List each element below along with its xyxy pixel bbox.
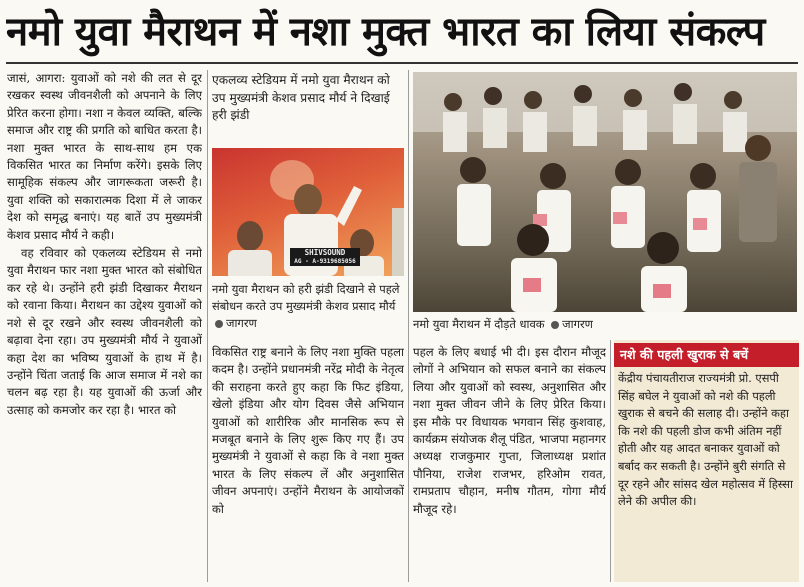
sidebar-heading: नशे की पहली खुराक से बचें [614,343,799,367]
caption-text: नमो युवा मैराथन को हरी झंडी दिखाने से पहले संबोधन करते उप मुख्यमंत्री केशव प्रसाद मौर्य [212,282,400,313]
podium-banner [290,248,360,266]
camera-icon [551,321,559,329]
photo-caption-1 [212,281,404,333]
paragraph-1: जासं, आगरा: युवाओं को नशे की लत से दूर रखकर स्वस्थ जीवनशैली को अपनाने के लिए प्रेरित करना होगा। नशा न केवल व्यक्ति, बल्कि समाज और राष्ट्र की प्रगति को बाधित करता है। नशा मुक्त भारत के साथ-साथ हम एक विकसित भारत का निर्माण करेंगे। इसके लिए सामूहिक संकल्प और जागरूकता जरूरी है। युवा शक्ति को सकारात्मक दिशा में ले जाकर देश को समृद्ध बनाएं। यह बातें उप मुख्यमंत्री केशव प्रसाद मौर्य ने कही। [7,71,202,242]
column-divider [207,70,208,582]
photo-credit: जागरण [226,316,257,330]
photo-caption-2 [413,316,797,334]
article-column-2 [212,344,404,582]
banner-number: AG - A-9319685056 [294,258,356,265]
column-divider [408,70,409,582]
paragraph-4: पहल के लिए बधाई भी दी। इस दौरान मौजूद लोगों ने अभियान को सफल बनाने का संकल्प लिया और युवाओं को स्वस्थ, अनुशासित और नशा मुक्त जीवन जीने के लिए प्रेरित किया। इस मौके पर विधायक भगवान सिंह कुशवाह, कार्यक्रम संयोजक शैलू पंडित, भाजपा महानगर अध्यक्ष राजकुमार गुप्ता, जिलाध्यक्ष प्रशांत पौनिया, राजेश राजभर, हरिओम रावत, रामप्रताप चौहान, मनीष गौतम, गोगा मौर्य मौजूद रहे। [413,345,606,516]
column-divider [610,340,611,582]
photo-credit: जागरण [562,317,593,331]
article-column-1 [7,70,202,582]
photo-marathon-runners [413,72,797,312]
camera-icon [215,320,223,328]
deck: एकलव्य स्टेडियम में नमो युवा मैराथन को उप मुख्यमंत्री केशव प्रसाद मौर्य ने दिखाई हरी झंडी [212,73,390,123]
banner-brand: SHIVSOUND [304,248,346,257]
caption-text: नमो युवा मैराथन में दौड़ते धावक [413,317,545,331]
article-column-3 [413,344,606,582]
paragraph-3: विकसित राष्ट्र बनाने के लिए नशा मुक्ति पहला कदम है। उन्होंने प्रधानमंत्री नरेंद्र मोदी के नेतृत्व की सराहना करते हुए कहा कि फिट इंडिया, खेलो इंडिया और योग दिवस जैसे अभियान युवाओं को शारीरिक और मानसिक रूप से मजबूत बनाने के लिए शुरू किए गए हैं। उप मुख्यमंत्री ने युवाओं से कहा कि वे नशा मुक्त भारत के लिए संकल्प लें और अनुशासित जीवन अपनाएं। उन्होंने मैराथन के आयोजकों को [212,345,404,516]
headline: नमो युवा मैराथन में नशा मुक्त भारत का लिया संकल्प [6,9,765,55]
sidebar-body: केंद्रीय पंचायतीराज राज्यमंत्री प्रो. एसपी सिंह बघेल ने युवाओं को नशे की पहली खुराक से बचने की सलाह दी। उन्होंने कहा कि नशे की पहली डोज कभी अंतिम नहीं होती और यह आदत बनाकर युवाओं को बर्बाद कर सकती है। उन्होंने बुरी संगति से दूर रहने और सांसद खेल महोत्सव में हिस्सा लेने की अपील की। [618,371,793,509]
paragraph-2: वह रविवार को एकलव्य स्टेडियम से नमो युवा मैराथन फार नशा मुक्त भारत को संबोधित कर रहे थे। उन्होंने हरी झंडी दिखाकर मैराथन को रवाना किया। मैराथन का उद्देश्य युवाओं को नशे से दूर रखने और स्वस्थ जीवनशैली को बढ़ावा देना रहा। उप मुख्यमंत्री मौर्य ने युवाओं कहा देश का भविष्य युवाओं के हाथ में है। उन्होंने चिंता जताई कि आज समाज में नशे का चलन बढ़ रहा है। यह युवाओं की ऊर्जा और उत्साह को कमजोर कर रहा है। भारत को [7,246,202,417]
marathon-photo-illustration [413,72,797,312]
headline-rule [6,62,798,64]
